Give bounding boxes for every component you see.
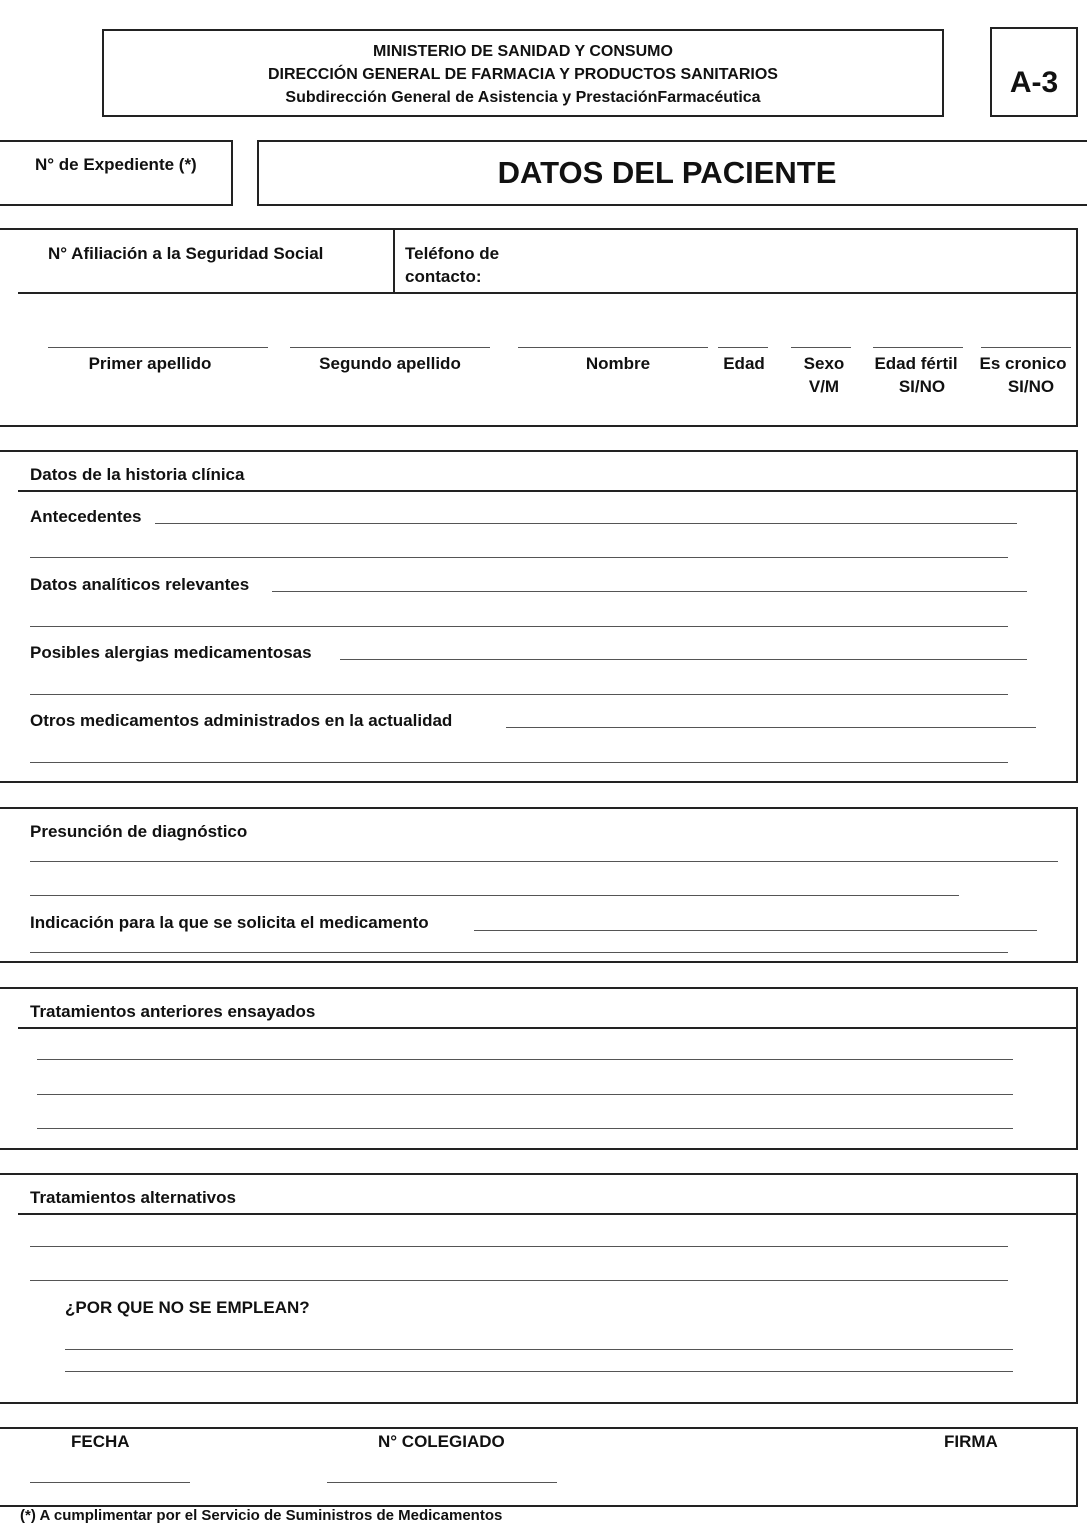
- por-que-no-se-emplean-field-1[interactable]: [65, 1349, 1013, 1350]
- colegiado-label: N° COLEGIADO: [378, 1432, 505, 1451]
- subdirectorate-name: Subdirección General de Asistencia y PrestaciónFarmacéutica: [285, 89, 761, 106]
- otros-medicamentos-field-2[interactable]: [30, 762, 1008, 763]
- historia-clinica-heading: Datos de la historia clínica: [30, 465, 245, 484]
- es-cronico-options: SI/NO: [1007, 377, 1055, 396]
- signature-box: [0, 1427, 1078, 1507]
- edad-field[interactable]: [718, 347, 768, 348]
- alergias-field-2[interactable]: [30, 694, 1008, 695]
- form-code: A-3: [1009, 66, 1059, 99]
- es-cronico-label: Es cronico: [979, 354, 1067, 373]
- indicacion-field-2[interactable]: [30, 952, 1008, 953]
- presuncion-diagnostico-field-2[interactable]: [30, 895, 959, 896]
- sexo-label: Sexo: [803, 354, 845, 373]
- telefono-label-line2: contacto:: [405, 267, 482, 286]
- historia-heading-divider: [18, 490, 1078, 492]
- primer-apellido-label: Primer apellido: [88, 354, 212, 373]
- datos-analiticos-field-2[interactable]: [30, 626, 1008, 627]
- tratamientos-alternativos-field-1[interactable]: [30, 1246, 1008, 1247]
- colegiado-field[interactable]: [327, 1482, 557, 1483]
- antecedentes-label: Antecedentes: [30, 507, 142, 526]
- tratamientos-alternativos-heading: Tratamientos alternativos: [30, 1188, 236, 1207]
- antecedentes-field[interactable]: [155, 523, 1017, 524]
- edad-fertil-label: Edad fértil: [874, 354, 958, 373]
- alergias-label: Posibles alergias medicamentosas: [30, 643, 312, 662]
- tratamientos-anteriores-field-1[interactable]: [37, 1059, 1013, 1060]
- por-que-no-se-emplean-label: ¿POR QUE NO SE EMPLEAN?: [65, 1298, 310, 1317]
- alergias-field[interactable]: [340, 659, 1027, 660]
- directorate-name: DIRECCIÓN GENERAL DE FARMACIA Y PRODUCTOS SANITARIOS: [268, 66, 778, 83]
- footnote: (*) A cumplimentar por el Servicio de Suministros de Medicamentos: [20, 1507, 503, 1524]
- otros-medicamentos-field[interactable]: [506, 727, 1036, 728]
- nombre-field[interactable]: [518, 347, 708, 348]
- es-cronico-field[interactable]: [981, 347, 1071, 348]
- nombre-label: Nombre: [585, 354, 651, 373]
- sexo-options: V/M: [808, 377, 840, 396]
- firma-label: FIRMA: [944, 1432, 998, 1451]
- tratamientos-anteriores-heading: Tratamientos anteriores ensayados: [30, 1002, 316, 1021]
- ministry-name: MINISTERIO DE SANIDAD Y CONSUMO: [373, 43, 673, 60]
- datos-analiticos-field[interactable]: [272, 591, 1027, 592]
- tratamientos-anteriores-field-2[interactable]: [37, 1094, 1013, 1095]
- tratamientos-anteriores-divider: [18, 1027, 1078, 1029]
- telefono-label-line1: Teléfono de: [405, 244, 500, 263]
- sexo-field[interactable]: [791, 347, 851, 348]
- tratamientos-anteriores-field-3[interactable]: [37, 1128, 1013, 1129]
- datos-analiticos-label: Datos analíticos relevantes: [30, 575, 250, 594]
- segundo-apellido-label: Segundo apellido: [319, 354, 461, 373]
- fecha-field[interactable]: [30, 1482, 190, 1483]
- edad-label: Edad: [723, 354, 765, 373]
- expediente-label: N° de Expediente (*): [35, 155, 197, 174]
- tratamientos-alternativos-field-2[interactable]: [30, 1280, 1008, 1281]
- presuncion-diagnostico-field[interactable]: [30, 861, 1058, 862]
- antecedentes-field-2[interactable]: [30, 557, 1008, 558]
- historia-clinica-box: [0, 450, 1078, 783]
- primer-apellido-field[interactable]: [48, 347, 268, 348]
- segundo-apellido-field[interactable]: [290, 347, 490, 348]
- indicacion-field[interactable]: [474, 930, 1037, 931]
- afiliacion-label: N° Afiliación a la Seguridad Social: [48, 244, 324, 263]
- presuncion-diagnostico-label: Presunción de diagnóstico: [30, 822, 248, 841]
- patient-col-divider: [393, 228, 395, 293]
- por-que-no-se-emplean-field-2[interactable]: [65, 1371, 1013, 1372]
- edad-fertil-options: SI/NO: [898, 377, 946, 396]
- fecha-label: FECHA: [71, 1432, 130, 1451]
- page-title: DATOS DEL PACIENTE: [497, 155, 837, 190]
- patient-row-divider: [18, 292, 1078, 294]
- indicacion-label: Indicación para la que se solicita el medicamento: [30, 913, 429, 932]
- edad-fertil-field[interactable]: [873, 347, 963, 348]
- otros-medicamentos-label: Otros medicamentos administrados en la actualidad: [30, 711, 453, 730]
- tratamientos-alternativos-divider: [18, 1213, 1078, 1215]
